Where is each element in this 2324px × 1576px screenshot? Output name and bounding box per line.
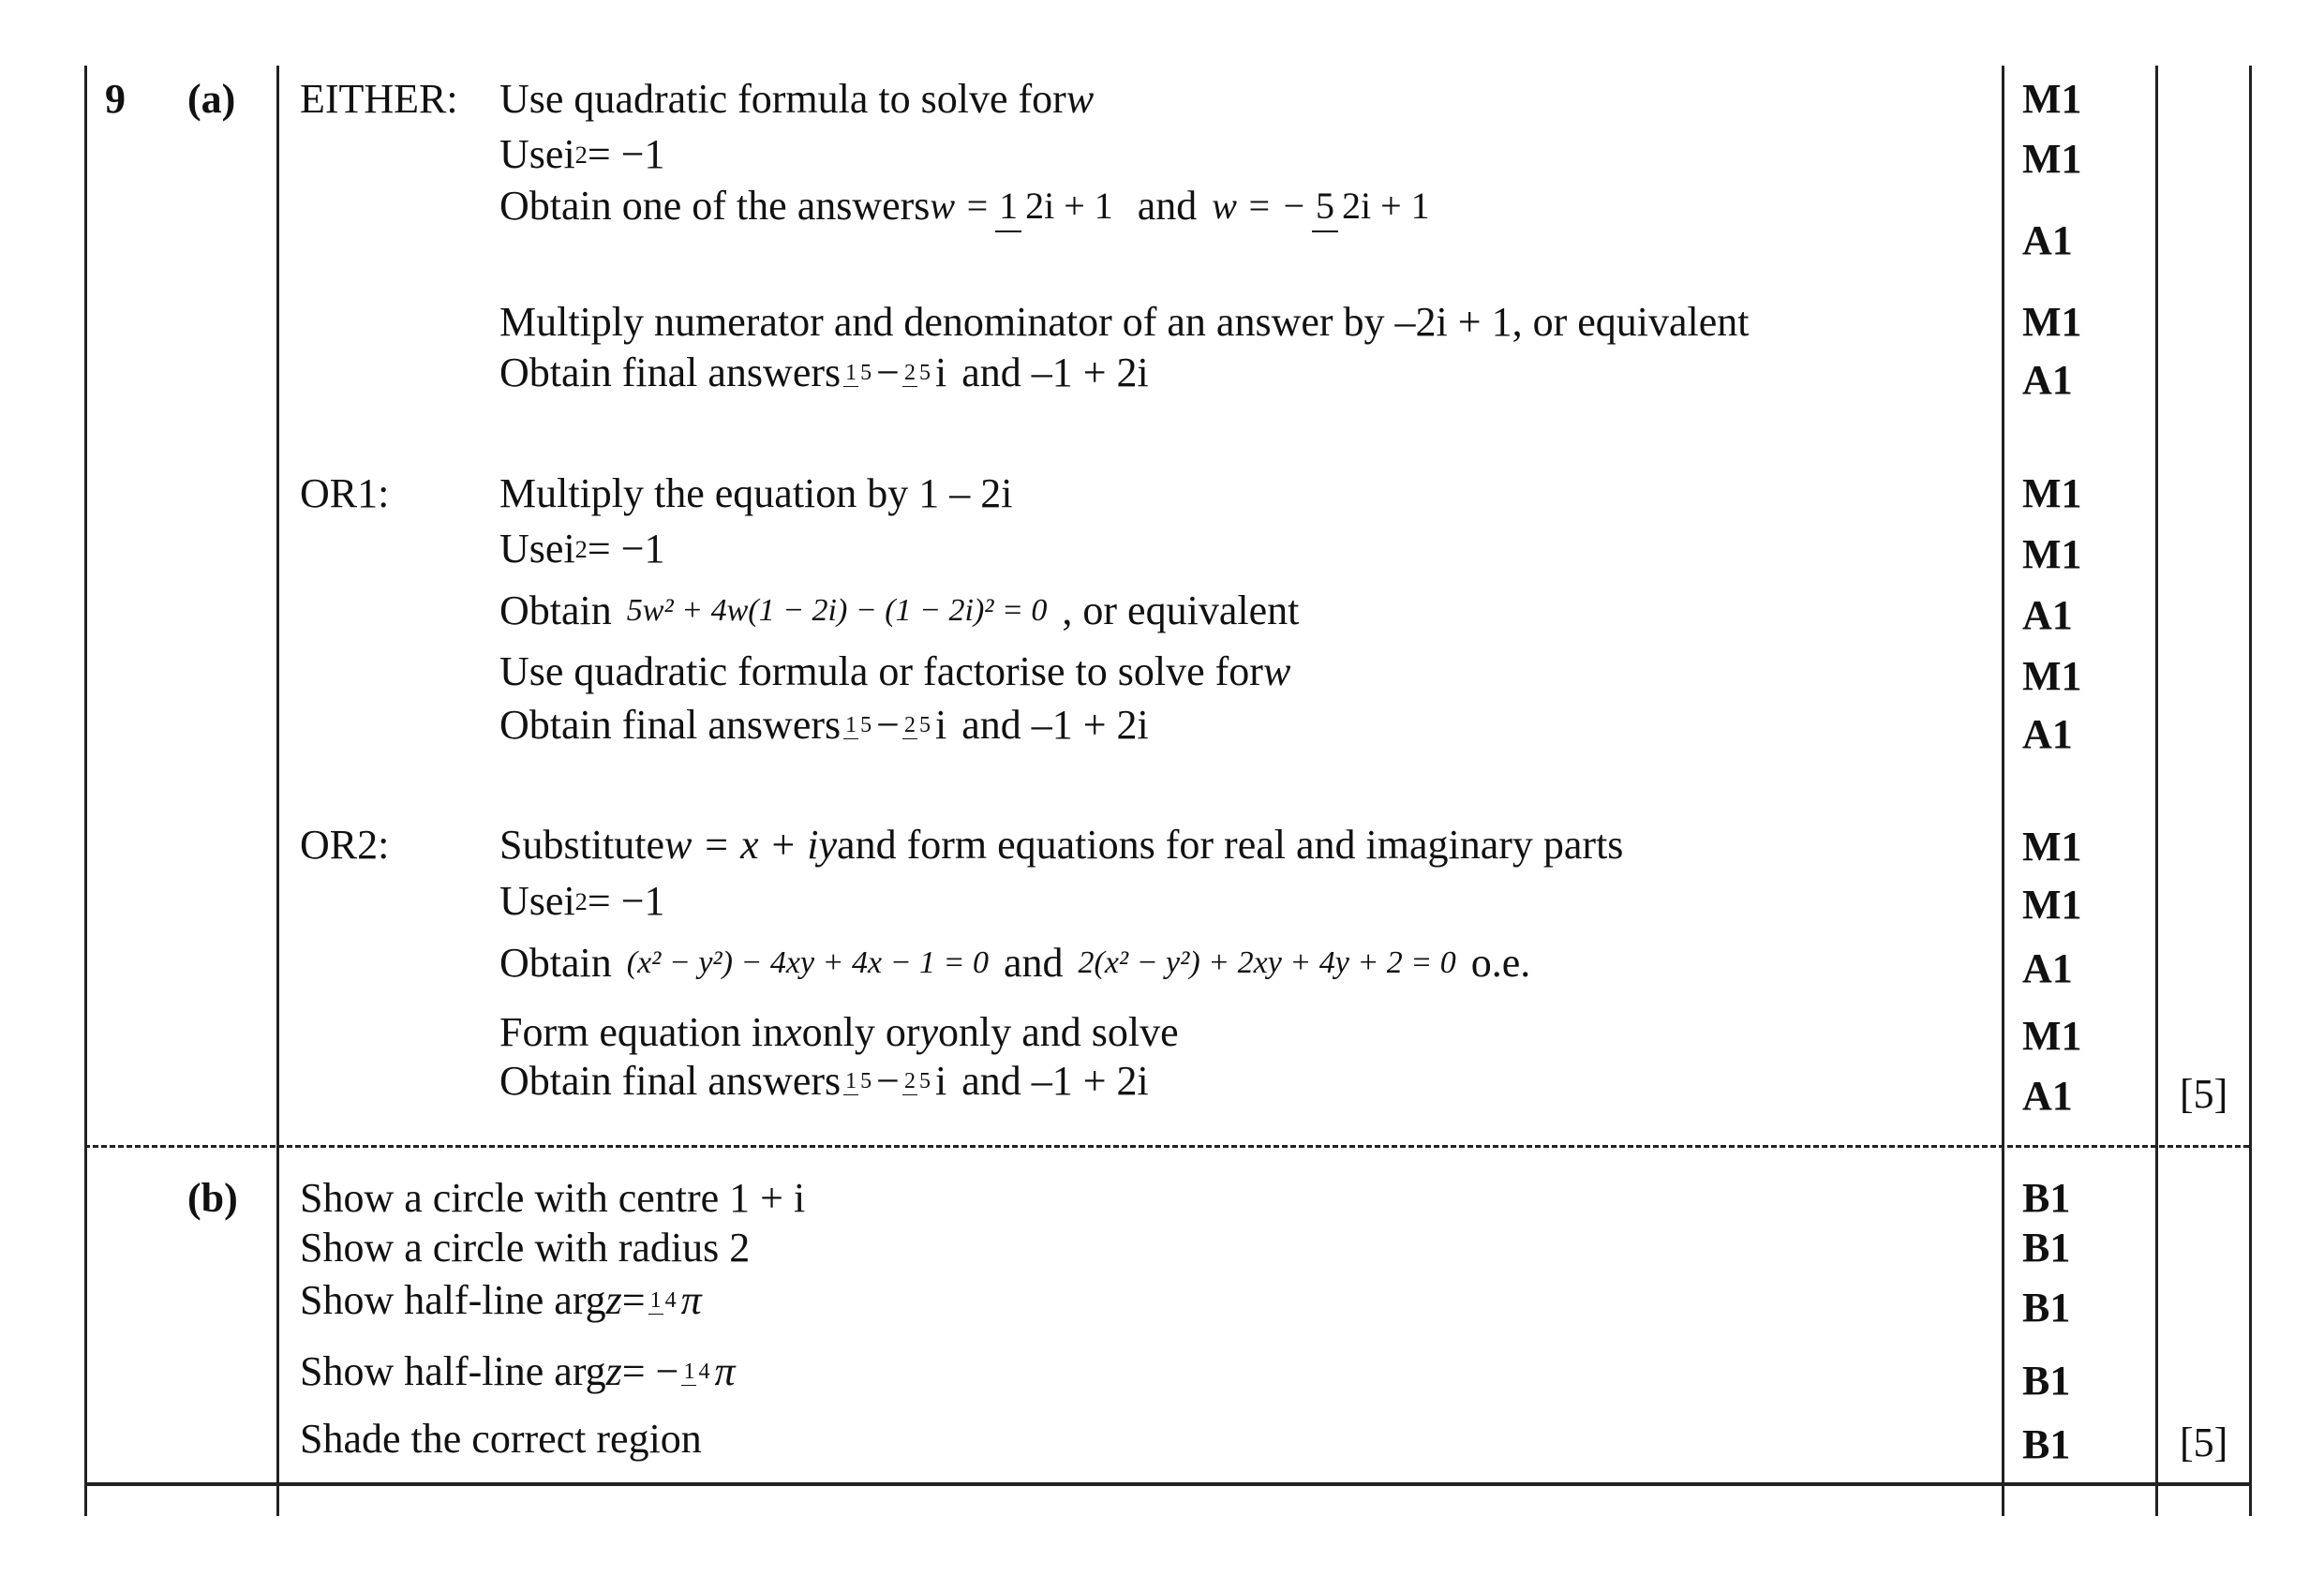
- b-line-5: [300, 1416, 702, 1462]
- either-line-2: [499, 131, 665, 177]
- b-line-4-var: z: [605, 1348, 622, 1394]
- b-line-3: [300, 1277, 702, 1323]
- b-line-2-mark: B1: [2022, 1225, 2071, 1271]
- either-line-3-mark: A1: [2022, 217, 2073, 263]
- or2-line-1-rest: and form equations for real and imaginary parts: [837, 822, 1624, 868]
- table-divider-marks: [2002, 66, 2004, 1516]
- or2-line-2-mark: M1: [2022, 882, 2082, 928]
- either-line-1-mark: M1: [2022, 76, 2082, 122]
- or1-label: OR1:: [300, 470, 390, 516]
- either-line-2-sup: 2: [574, 140, 588, 169]
- frac-den: 5: [918, 713, 931, 737]
- b-line-3-eq: =: [621, 1277, 646, 1323]
- or2-line-4-pre: Form equation in: [499, 1009, 784, 1055]
- either-line-5-text: Obtain final answers: [499, 349, 842, 395]
- b-line-4-mark: B1: [2022, 1358, 2071, 1404]
- or1-line-4-var: w: [1262, 648, 1291, 694]
- either-line-4: [499, 299, 1750, 345]
- either-line-3-frac2: [1312, 187, 1434, 225]
- frac-num: 2: [903, 361, 916, 385]
- or2-line-4: [499, 1009, 1179, 1055]
- b-line-1: [300, 1175, 806, 1221]
- part-divider-dashed: [84, 1145, 2249, 1148]
- frac-den: 5: [860, 713, 872, 737]
- frac-den: 5: [918, 1069, 931, 1093]
- b-line-5-mark: B1: [2022, 1421, 2071, 1467]
- either-line-5-frac1: [843, 362, 873, 384]
- or1-line-3-mark: A1: [2022, 592, 2073, 638]
- or1-line-2-text: Use: [499, 526, 564, 572]
- either-line-1-text: Use quadratic formula to solve for: [499, 76, 1066, 122]
- or1-line-5-rest: and –1 + 2i: [961, 702, 1149, 748]
- or2-line-3: [499, 940, 1531, 986]
- either-line-3-and: and: [1137, 183, 1198, 229]
- either-line-5: [499, 349, 1149, 395]
- frac-num: 1: [845, 713, 857, 737]
- table-divider-total: [2155, 66, 2158, 1516]
- minus-sign: −: [876, 702, 900, 748]
- or2-line-1-mark: M1: [2022, 824, 2082, 870]
- or1-line-3: [499, 587, 1300, 633]
- either-line-3-text: Obtain one of the answers: [499, 183, 931, 229]
- table-bottom-rule: [84, 1482, 2249, 1486]
- either-line-2-expr: i: [563, 131, 575, 177]
- part-b-label: (b): [187, 1175, 238, 1221]
- frac2-denominator: 2i + 1: [1341, 185, 1430, 227]
- b-line-2: [300, 1227, 750, 1269]
- or2-line-3-rest: o.e.: [1470, 940, 1531, 986]
- imaginary-unit: i: [934, 702, 947, 748]
- or2-line-5-frac2: [902, 1070, 932, 1093]
- or2-line-3-text: Obtain: [499, 940, 612, 986]
- b-line-3-text: Show half-line arg: [300, 1277, 606, 1323]
- or2-line-3-eq2: 2(x² − y²) + 2xy + 4y + 2 = 0: [1078, 945, 1456, 980]
- or1-line-4-text: Use quadratic formula or factorise to solve for: [499, 648, 1263, 694]
- question-number: 9: [105, 76, 126, 122]
- pi-symbol: π: [680, 1277, 702, 1323]
- or1-line-5-frac1: [843, 714, 873, 736]
- table-border-right: [2249, 66, 2252, 1516]
- or2-line-4-rest: only and solve: [938, 1009, 1179, 1055]
- or2-line-2-expr: i: [563, 878, 575, 924]
- either-line-4-text: Multiply numerator and denominator of an answer by –2i + 1, or equivalent: [499, 299, 1750, 345]
- or2-line-3-and: and: [1003, 940, 1064, 986]
- either-line-3-frac1: [995, 187, 1117, 225]
- or1-line-1-mark: M1: [2022, 470, 2082, 516]
- part-a-total: [5]: [2180, 1071, 2228, 1117]
- b-line-3-var: z: [605, 1277, 622, 1323]
- or1-line-5: [499, 702, 1149, 748]
- b-line-4-eq: = −: [621, 1348, 679, 1394]
- either-label: EITHER:: [300, 76, 458, 122]
- or1-line-5-mark: A1: [2022, 711, 2073, 757]
- or2-line-2: [499, 878, 665, 924]
- or1-line-4: [499, 648, 1291, 694]
- either-line-5-frac2: [902, 362, 932, 384]
- b-line-3-frac: [648, 1289, 678, 1312]
- either-line-5-rest: and –1 + 2i: [961, 349, 1149, 395]
- frac-num: 1: [683, 1360, 695, 1384]
- b-line-4-text: Show half-line arg: [300, 1348, 606, 1394]
- either-line-3-lhs2: w = −: [1212, 185, 1306, 227]
- frac-num: 1: [845, 1069, 857, 1093]
- or1-line-2-sup: 2: [574, 534, 588, 563]
- frac1-denominator: 2i + 1: [1025, 185, 1113, 227]
- either-line-1: [499, 76, 1095, 122]
- minus-sign: −: [876, 1058, 900, 1104]
- or2-line-3-eq1: (x² − y²) − 4xy + 4x − 1 = 0: [626, 945, 989, 980]
- table-divider-label: [276, 66, 279, 1516]
- or2-line-2-sup: 2: [574, 886, 588, 915]
- or1-line-3-rest: , or equivalent: [1062, 587, 1300, 633]
- frac-num: 1: [845, 361, 857, 385]
- frac-den: 4: [698, 1360, 710, 1384]
- either-line-2-mark: M1: [2022, 136, 2082, 182]
- or2-line-2-text: Use: [499, 878, 564, 924]
- or2-line-4-var-y: y: [919, 1009, 939, 1055]
- or2-line-5-text: Obtain final answers: [499, 1058, 842, 1104]
- frac-num: 1: [649, 1288, 662, 1313]
- or1-line-3-equation: 5w² + 4w(1 − 2i) − (1 − 2i)² = 0: [626, 593, 1048, 628]
- frac2-numerator: 5: [1312, 185, 1338, 232]
- or1-line-1-text: Multiply the equation by 1 – 2i: [499, 470, 1013, 516]
- or1-line-2-expr: i: [563, 526, 575, 572]
- or1-line-5-text: Obtain final answers: [499, 702, 842, 748]
- b-line-1-text: Show a circle with centre 1 + i: [300, 1175, 806, 1221]
- part-b-total: [5]: [2180, 1420, 2228, 1465]
- or2-line-5-mark: A1: [2022, 1073, 2073, 1119]
- or2-line-1: [499, 822, 1624, 868]
- frac-den: 5: [918, 361, 931, 385]
- frac1-numerator: 1: [995, 185, 1021, 232]
- either-line-4-mark: M1: [2022, 299, 2082, 345]
- b-line-1-mark: B1: [2022, 1175, 2071, 1221]
- or1-line-2-rhs: = −1: [587, 526, 665, 572]
- imaginary-unit: i: [934, 349, 947, 395]
- frac-den: 5: [860, 361, 872, 385]
- frac-den: 5: [860, 1069, 872, 1093]
- either-line-5-mark: A1: [2022, 357, 2073, 403]
- or2-line-5-frac1: [843, 1070, 873, 1093]
- part-a-label: (a): [187, 76, 236, 122]
- or2-line-3-mark: A1: [2022, 945, 2073, 991]
- or2-line-5: [499, 1058, 1149, 1104]
- or2-line-4-var-x: x: [783, 1009, 802, 1055]
- b-line-4-frac: [681, 1360, 711, 1383]
- or2-line-1-eq: w = x + iy: [664, 822, 838, 868]
- or1-line-1: [499, 470, 1013, 516]
- pi-symbol: π: [714, 1348, 736, 1394]
- or1-line-5-frac2: [902, 714, 932, 736]
- either-line-3: [499, 183, 1439, 229]
- b-line-5-text: Shade the correct region: [300, 1416, 702, 1462]
- minus-sign: −: [876, 349, 900, 395]
- or1-line-2: [499, 528, 665, 570]
- frac-num: 2: [903, 1069, 916, 1093]
- b-line-2-text: Show a circle with radius 2: [300, 1225, 751, 1271]
- or1-line-4-mark: M1: [2022, 653, 2082, 699]
- frac-num: 2: [903, 713, 916, 737]
- either-line-3-lhs1: w =: [930, 185, 991, 227]
- either-line-2-text: Use: [499, 131, 564, 177]
- or1-line-2-mark: M1: [2022, 531, 2082, 577]
- frac-den: 4: [664, 1288, 677, 1313]
- either-line-1-var: w: [1065, 76, 1095, 122]
- or2-line-4-mark: M1: [2022, 1013, 2082, 1059]
- table-border-left: [84, 66, 87, 1516]
- either-line-2-rhs: = −1: [587, 131, 665, 177]
- or2-line-1-pre: Substitute: [499, 822, 665, 868]
- or2-label: OR2:: [300, 822, 390, 868]
- or1-line-3-text: Obtain: [499, 587, 612, 633]
- or2-line-5-rest: and –1 + 2i: [961, 1058, 1149, 1104]
- imaginary-unit: i: [934, 1058, 947, 1104]
- b-line-4: [300, 1348, 736, 1394]
- or2-line-4-mid: only or: [801, 1009, 920, 1055]
- b-line-3-mark: B1: [2022, 1285, 2071, 1331]
- or2-line-2-rhs: = −1: [587, 878, 665, 924]
